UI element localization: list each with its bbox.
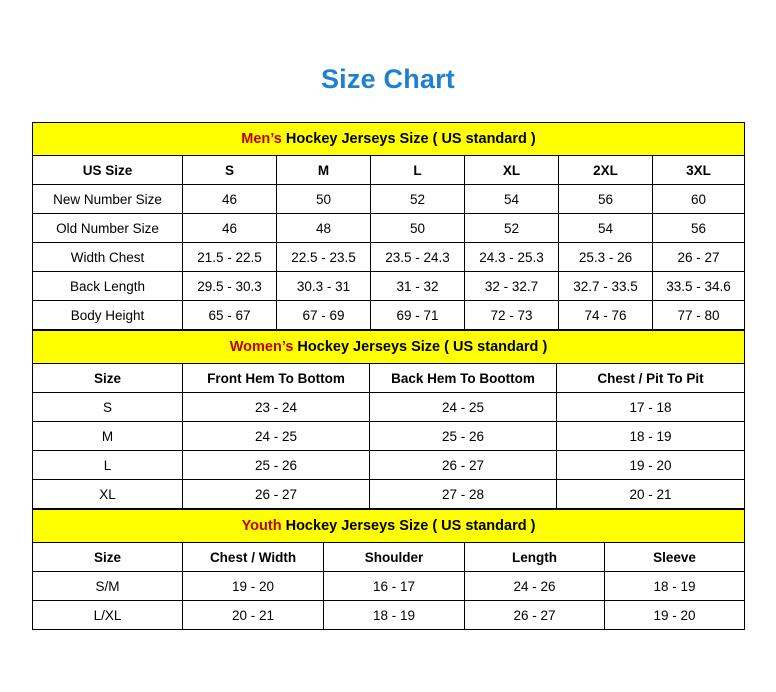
mens-col-5: 2XL [559,156,653,185]
youth-section-header-row [33,510,745,543]
mens-row-0-val-4: 56 [559,185,653,214]
table-row [33,451,745,480]
womens-row-3-label: XL [33,480,183,509]
mens-row-3-val-0: 29.5 - 30.3 [183,272,277,301]
womens-section-header [33,331,745,364]
womens-row-1-val-2: 18 - 19 [557,422,745,451]
mens-row-3-val-2: 31 - 32 [371,272,465,301]
table-row [33,393,745,422]
womens-row-2-val-0: 25 - 26 [183,451,370,480]
mens-row-0-val-3: 54 [465,185,559,214]
table-row [33,243,745,272]
table-row [33,480,745,509]
mens-header-accent: Men’s [241,131,282,147]
mens-row-1-val-4: 54 [559,214,653,243]
mens-row-4-val-3: 72 - 73 [465,301,559,330]
mens-row-0-val-1: 50 [277,185,371,214]
womens-row-2-label: L [33,451,183,480]
mens-row-1-val-3: 52 [465,214,559,243]
womens-row-0-val-1: 24 - 25 [370,393,557,422]
youth-row-1-label: L/XL [33,601,183,630]
womens-row-3-val-0: 26 - 27 [183,480,370,509]
table-row [33,301,745,330]
youth-row-0-val-2: 24 - 26 [465,572,605,601]
mens-row-3-val-3: 32 - 32.7 [465,272,559,301]
womens-column-header-row [33,364,745,393]
mens-col-2: M [277,156,371,185]
youth-col-0: Size [33,543,183,572]
womens-section-header-row [33,331,745,364]
womens-row-1-val-1: 25 - 26 [370,422,557,451]
womens-row-3-val-2: 20 - 21 [557,480,745,509]
womens-row-2-val-1: 26 - 27 [370,451,557,480]
mens-row-3-val-4: 32.7 - 33.5 [559,272,653,301]
mens-row-0-val-0: 46 [183,185,277,214]
womens-col-1: Front Hem To Bottom [183,364,370,393]
mens-row-2-val-1: 22.5 - 23.5 [277,243,371,272]
mens-row-3-val-1: 30.3 - 31 [277,272,371,301]
mens-row-0-val-2: 52 [371,185,465,214]
mens-row-1-label: Old Number Size [33,214,183,243]
mens-col-4: XL [465,156,559,185]
mens-section-header [33,123,745,156]
womens-header-accent: Women’s [229,339,294,355]
mens-row-4-val-1: 67 - 69 [277,301,371,330]
mens-size-table [32,122,745,330]
page-title: Size Chart [320,64,456,94]
womens-size-table [32,330,745,509]
size-chart-tables [32,122,744,630]
womens-row-0-val-0: 23 - 24 [183,393,370,422]
youth-col-3: Length [465,543,605,572]
youth-header-rest: Hockey Jerseys Size ( US standard ) [281,518,536,534]
table-row [33,272,745,301]
mens-row-2-val-5: 26 - 27 [653,243,745,272]
youth-row-1-val-1: 18 - 19 [324,601,465,630]
mens-row-0-val-5: 60 [653,185,745,214]
mens-row-2-val-2: 23.5 - 24.3 [371,243,465,272]
mens-row-4-val-2: 69 - 71 [371,301,465,330]
youth-col-1: Chest / Width [183,543,324,572]
mens-row-2-val-3: 24.3 - 25.3 [465,243,559,272]
youth-row-1-val-2: 26 - 27 [465,601,605,630]
youth-row-0-label: S/M [33,572,183,601]
table-row [33,185,745,214]
womens-row-1-val-0: 24 - 25 [183,422,370,451]
womens-col-3: Chest / Pit To Pit [557,364,745,393]
youth-header-accent: Youth [241,518,282,534]
mens-row-0-label: New Number Size [33,185,183,214]
mens-col-0: US Size [33,156,183,185]
womens-row-0-label: S [33,393,183,422]
mens-col-6: 3XL [653,156,745,185]
mens-row-4-label: Body Height [33,301,183,330]
youth-row-1-val-3: 19 - 20 [605,601,745,630]
womens-row-0-val-2: 17 - 18 [557,393,745,422]
table-row [33,422,745,451]
youth-row-0-val-1: 16 - 17 [324,572,465,601]
mens-section-header-row [33,123,745,156]
table-row [33,214,745,243]
womens-col-0: Size [33,364,183,393]
mens-row-1-val-0: 46 [183,214,277,243]
youth-row-0-val-0: 19 - 20 [183,572,324,601]
mens-row-3-label: Back Length [33,272,183,301]
womens-header-rest: Hockey Jerseys Size ( US standard ) [293,339,548,355]
mens-row-4-val-5: 77 - 80 [653,301,745,330]
youth-row-0-val-3: 18 - 19 [605,572,745,601]
youth-row-1-val-0: 20 - 21 [183,601,324,630]
mens-row-4-val-0: 65 - 67 [183,301,277,330]
mens-row-2-val-4: 25.3 - 26 [559,243,653,272]
mens-row-1-val-5: 56 [653,214,745,243]
mens-col-3: L [371,156,465,185]
mens-row-1-val-1: 48 [277,214,371,243]
mens-col-1: S [183,156,277,185]
mens-row-1-val-2: 50 [371,214,465,243]
womens-row-2-val-2: 19 - 20 [557,451,745,480]
womens-row-3-val-1: 27 - 28 [370,480,557,509]
youth-section-header [33,510,745,543]
table-row [33,572,745,601]
youth-column-header-row [33,543,745,572]
youth-col-2: Shoulder [324,543,465,572]
table-row [33,601,745,630]
mens-row-2-val-0: 21.5 - 22.5 [183,243,277,272]
womens-col-2: Back Hem To Boottom [370,364,557,393]
youth-col-4: Sleeve [605,543,745,572]
womens-row-1-label: M [33,422,183,451]
mens-row-3-val-5: 33.5 - 34.6 [653,272,745,301]
mens-row-4-val-4: 74 - 76 [559,301,653,330]
mens-header-rest: Hockey Jerseys Size ( US standard ) [281,131,536,147]
mens-column-header-row [33,156,745,185]
youth-size-table [32,509,745,630]
mens-row-2-label: Width Chest [33,243,183,272]
